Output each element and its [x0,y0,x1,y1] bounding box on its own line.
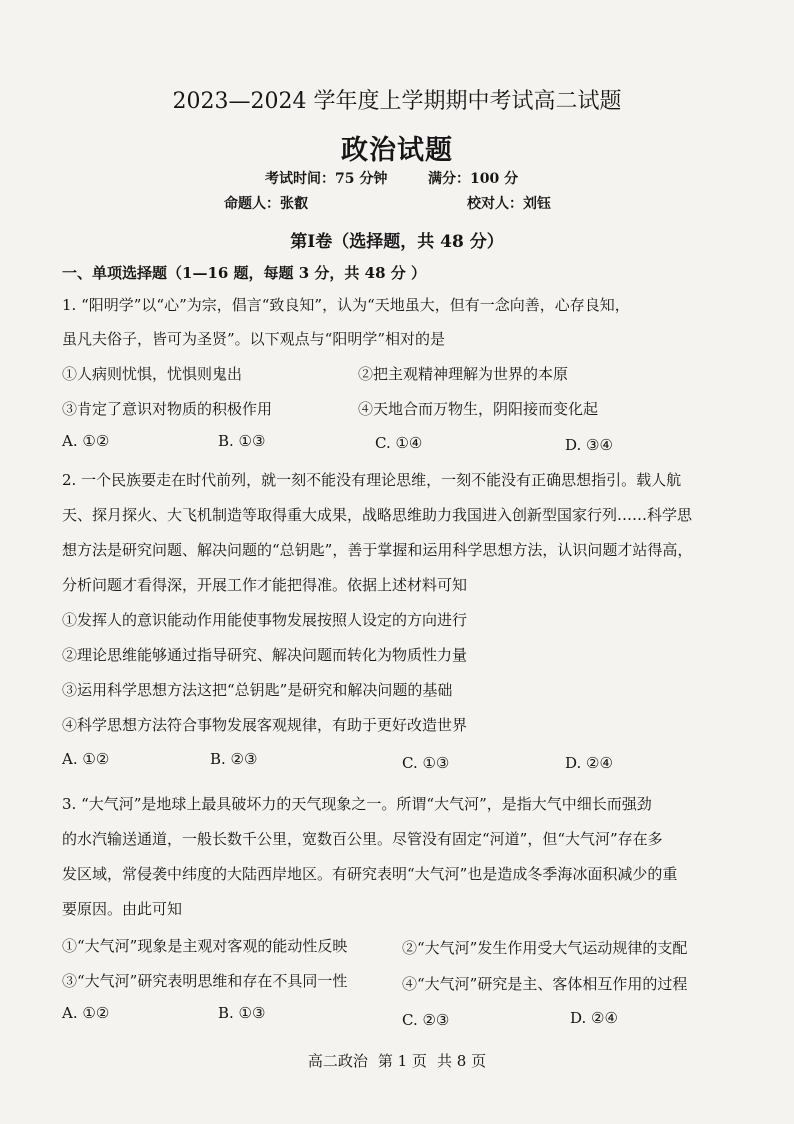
q3-statement-2: ②“大气河”发生作用受大气运动规律的支配 [402,939,688,957]
footer-total-pages: 共 8 页 [437,1052,487,1070]
q2-option-c: C. ①③ [402,754,450,772]
q2-option-b: B. ②③ [210,750,258,768]
proof-reader: 校对人：刘钰 [467,196,551,212]
q1-statement-3: ③肯定了意识对物质的积极作用 [62,400,273,418]
q2-statement-2: ②理论思维能够通过指导研究、解决问题而转化为物质性力量 [62,646,468,664]
q3-stem-line-4: 要原因。由此可知 [62,900,183,918]
q1-statement-1: ①人病则忧惧，忧惧则鬼出 [62,365,243,383]
q1-stem-line-2: 虽凡夫俗子，皆可为圣贤”。以下观点与“阳明学”相对的是 [62,330,446,348]
q2-option-d: D. ②④ [565,754,613,772]
q3-option-d: D. ②④ [570,1009,618,1027]
q1-statement-2: ②把主观精神理解为世界的本原 [358,365,569,383]
footer-page-number: 第 1 页 [377,1052,427,1070]
q3-option-a: A. ①② [62,1004,110,1022]
page-footer [0,1050,794,1071]
q2-statement-4: ④科学思想方法符合事物发展客观规律，有助于更好改造世界 [62,716,468,734]
exam-title: 2023—2024 学年度上学期期中考试高二试题 [172,89,622,114]
q2-stem-line-4: 分析问题才看得深，开展工作才能把得准。依据上述材料可知 [62,576,468,594]
q2-option-a: A. ①② [62,750,110,768]
q1-option-d: D. ③④ [565,436,613,454]
q3-statement-4: ④“大气河”研究是主、客体相互作用的过程 [402,975,688,993]
q2-stem-line-2: 天、探月探火、大飞机制造等取得重大成果，战略思维助力我国进入创新型国家行列……科学思 [62,506,693,524]
q3-statement-1: ①“大气河”现象是主观对客观的能动性反映 [62,937,348,955]
q3-option-c: C. ②③ [402,1011,450,1029]
q3-stem-line-3: 发区域，常侵袭中纬度的大陆西岸地区。有研究表明“大气河”也是造成冬季海冰面积减少的重 [62,865,678,883]
q2-stem-line-3: 想方法是研究问题、解决问题的“总钥匙”，善于掌握和运用科学思想方法，认识问题才站得高， [62,541,693,559]
q2-stem-line-1: 2. 一个民族要走在时代前列，就一刻不能没有理论思维，一刻不能没有正确思想指引。载人航 [62,471,682,489]
q1-option-c: C. ①④ [375,434,423,452]
q2-statement-1: ①发挥人的意识能动作用能使事物发展按照人设定的方向进行 [62,611,468,629]
q1-option-b: B. ①③ [218,432,266,450]
exam-time: 考试时间：75 分钟 [265,171,388,187]
question-author: 命题人：张叡 [224,196,308,212]
subject-title: 政治试题 [341,135,453,166]
q1-option-a: A. ①② [62,432,110,450]
q3-option-b: B. ①③ [218,1004,266,1022]
section-title: 第Ⅰ卷（选择题，共 48 分） [290,232,504,252]
footer-subject: 高二政治 [307,1052,368,1070]
q2-statement-3: ③运用科学思想方法这把“总钥匙”是研究和解决问题的基础 [62,681,453,699]
q3-stem-line-2: 的水汽输送通道，一般长数千公里，宽数百公里。尽管没有固定“河道”，但“大气河”存在多 [62,830,663,848]
q3-statement-3: ③“大气河”研究表明思维和存在不具同一性 [62,972,348,990]
part-title: 一、单项选择题（1—16 题，每题 3 分，共 48 分 ） [62,264,426,282]
q1-statement-4: ④天地合而万物生，阴阳接而变化起 [358,400,599,418]
full-score: 满分：100 分 [428,171,519,187]
q1-stem-line-1: 1. “阳明学”以“心”为宗，倡言“致良知”，认为“天地虽大，但有一念向善，心存良知， [62,296,630,314]
q3-stem-line-1: 3. “大气河”是地球上最具破坏力的天气现象之一。所谓“大气河”，是指大气中细长而强劲 [62,795,652,813]
